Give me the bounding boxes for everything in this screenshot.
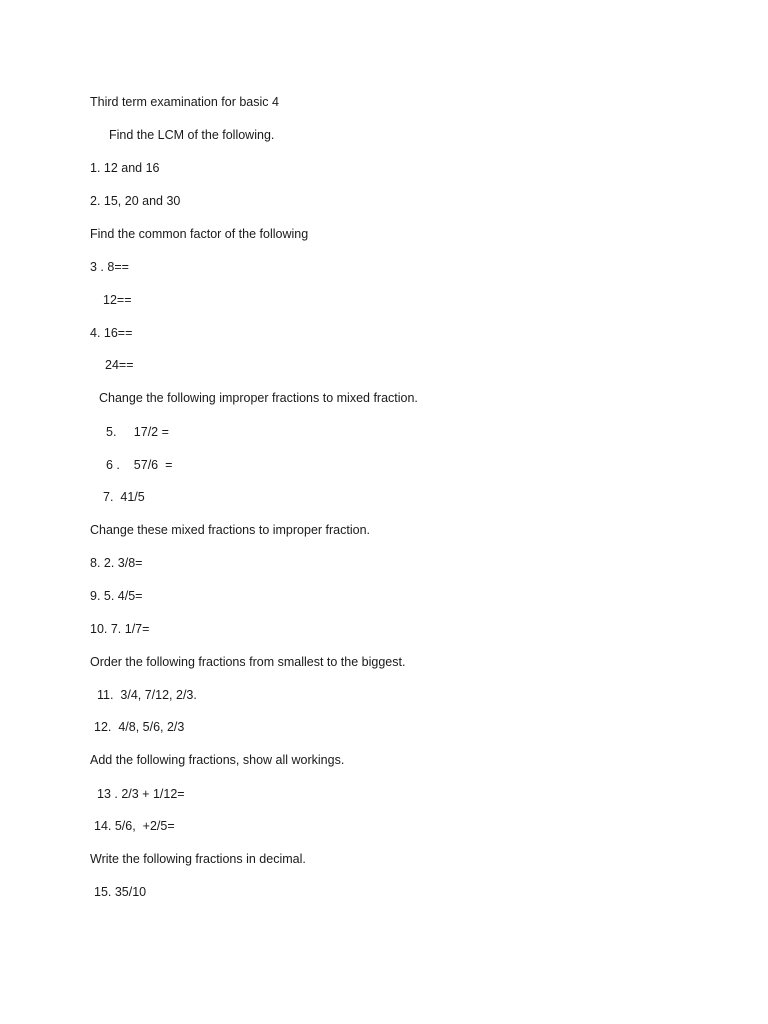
question-15: 15. 35/10 (94, 885, 147, 899)
section-instruction-improper-to-mixed: Change the following improper fractions to mixed fraction. (99, 391, 418, 405)
question-3: 3 . 8== (90, 260, 129, 274)
section-instruction-addition: Add the following fractions, show all workings. (90, 753, 345, 767)
question-12: 12. 4/8, 5/6, 2/3 (94, 720, 185, 734)
question-1: 1. 12 and 16 (90, 161, 160, 175)
question-6: 6 . 57/6 = (106, 458, 173, 472)
question-3-part-b: 12== (103, 293, 132, 307)
section-instruction-decimal: Write the following fractions in decimal. (90, 852, 306, 866)
question-2: 2. 15, 20 and 30 (90, 194, 181, 208)
question-7: 7. 41/5 (103, 490, 145, 504)
section-instruction-mixed-to-improper: Change these mixed fractions to improper fraction. (90, 523, 370, 537)
question-4-part-b: 24== (105, 358, 134, 372)
question-10: 10. 7. 1/7= (90, 622, 150, 636)
exam-title: Third term examination for basic 4 (90, 95, 279, 109)
section-instruction-common-factor: Find the common factor of the following (90, 227, 309, 241)
question-4: 4. 16== (90, 326, 133, 340)
section-instruction-lcm: Find the LCM of the following. (109, 128, 275, 142)
question-5: 5. 17/2 = (106, 425, 169, 439)
question-14: 14. 5/6, +2/5= (94, 819, 175, 833)
question-11: 11. 3/4, 7/12, 2/3. (97, 688, 197, 702)
question-9: 9. 5. 4/5= (90, 589, 143, 603)
question-8: 8. 2. 3/8= (90, 556, 143, 570)
question-13: 13 . 2/3 + 1/12= (97, 787, 185, 801)
section-instruction-ordering: Order the following fractions from smallest to the biggest. (90, 655, 406, 669)
